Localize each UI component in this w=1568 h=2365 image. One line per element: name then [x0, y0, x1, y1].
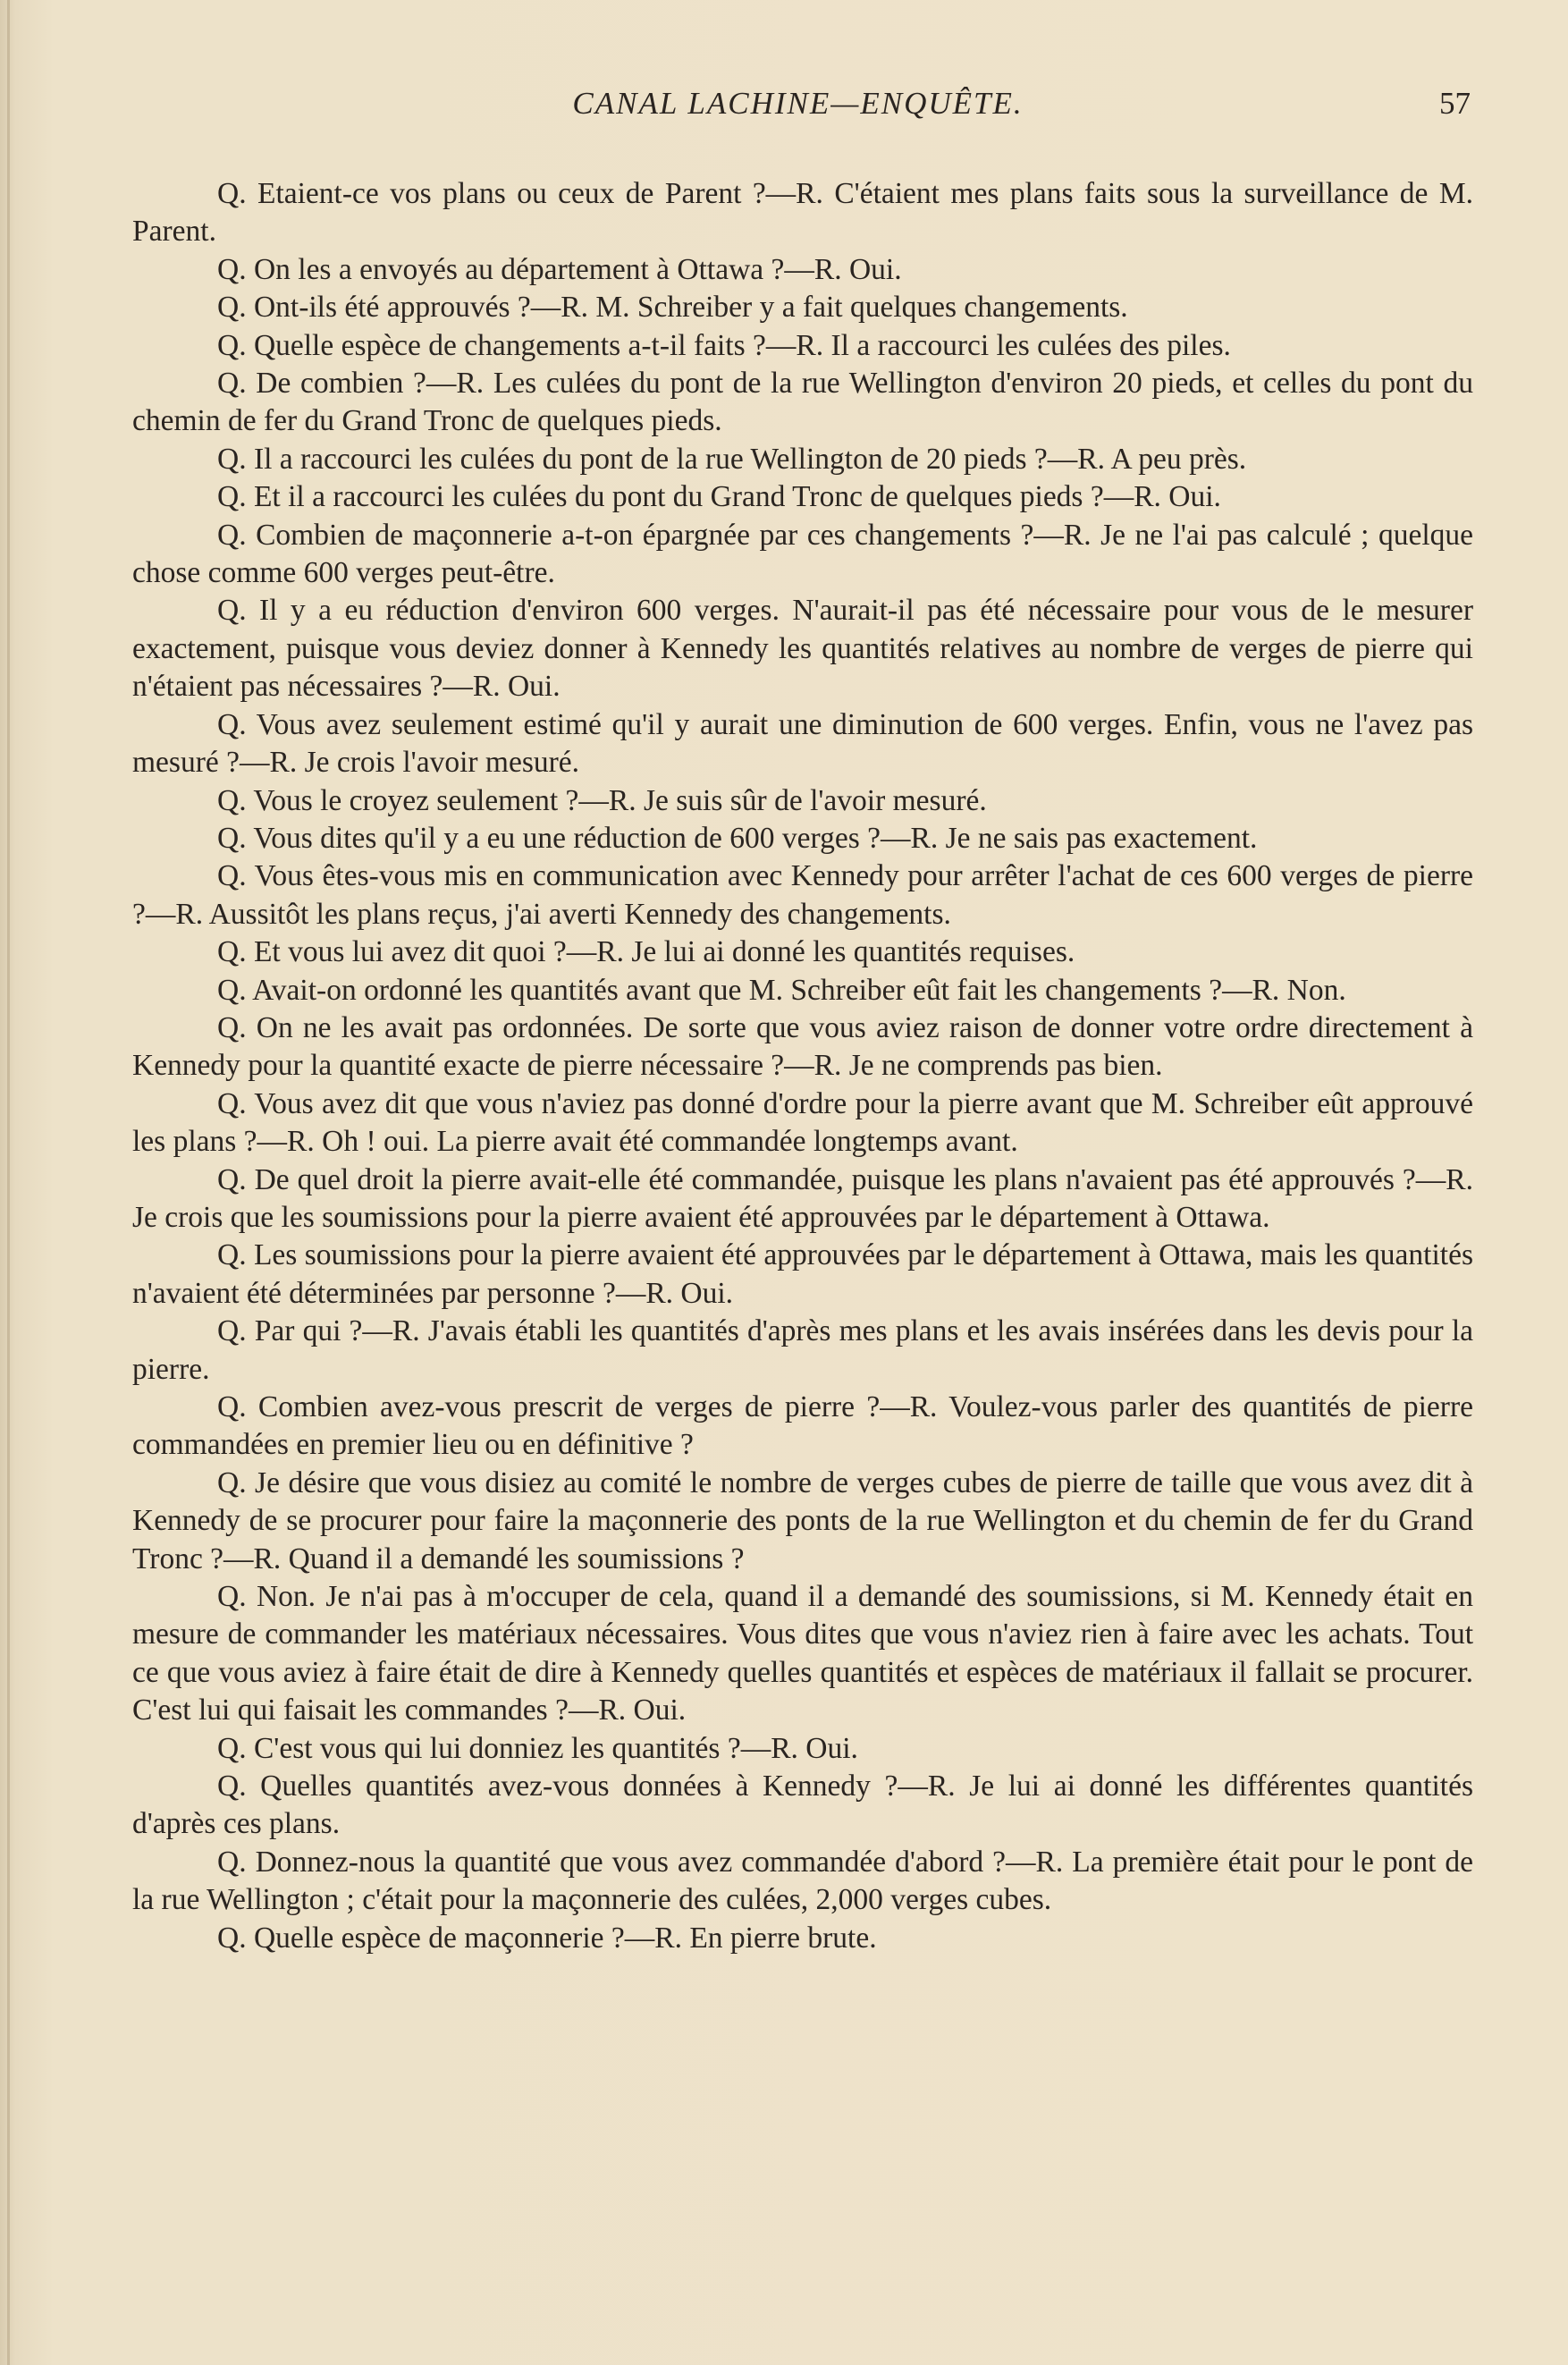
- qa-paragraph: Q. Non. Je n'ai pas à m'occuper de cela, quand il a demandé des soumissions, si M. Kennedy était en mesure de commander les matériaux nécessaires. Vous dites que vous n'aviez rien à faire avec les achats. Tout ce que vous aviez à faire était de dire à Kennedy quelles quantités et espèces de matériaux il fallait se procurer. C'est lui qui faisait les commandes ?—R. Oui.: [132, 1580, 1473, 1727]
- running-head: CANAL LACHINE—ENQUÊTE.: [572, 86, 1024, 121]
- qa-paragraph: Q. Il y a eu réduction d'environ 600 verges. N'aurait-il pas été nécessaire pour vous de le mesurer exactement, puisque vous deviez donner à Kennedy les quantités relatives au nombre de verges de pierre qui n'étaient pas nécessaires ?—R. Oui.: [132, 594, 1473, 704]
- qa-paragraph: Q. C'est vous qui lui donniez les quantités ?—R. Oui.: [217, 1731, 858, 1765]
- qa-paragraph: Q. Et il a raccourci les culées du pont du Grand Tronc de quelques pieds ?—R. Oui.: [217, 480, 1221, 514]
- qa-paragraph: Q. On les a envoyés au département à Ottawa ?—R. Oui.: [217, 252, 902, 286]
- qa-paragraph: Q. Par qui ?—R. J'avais établi les quantités d'après mes plans et les avais insérées dans les devis pour la pierre.: [132, 1314, 1473, 1386]
- qa-paragraph: Q. Vous le croyez seulement ?—R. Je suis sûr de l'avoir mesuré.: [217, 783, 987, 817]
- page-header: [125, 86, 1471, 139]
- qa-paragraph: Q. Vous êtes-vous mis en communication avec Kennedy pour arrêter l'achat de ces 600 verges de pierre ?—R. Aussitôt les plans reçus, j'ai averti Kennedy des changements.: [132, 859, 1473, 931]
- qa-paragraph: Q. Combien avez-vous prescrit de verges de pierre ?—R. Voulez-vous parler des quantités de pierre commandées en premier lieu ou en définitive ?: [132, 1390, 1473, 1462]
- qa-paragraph: Q. Ont-ils été approuvés ?—R. M. Schreiber y a fait quelques changements.: [217, 291, 1128, 325]
- qa-paragraph: Q. On ne les avait pas ordonnées. De sorte que vous aviez raison de donner votre ordre directement à Kennedy pour la quantité exacte de pierre nécessaire ?—R. Je ne comprends pas bien.: [132, 1010, 1473, 1083]
- page-number: 57: [1439, 86, 1471, 121]
- body-text: [132, 175, 1473, 1957]
- qa-paragraph: Q. Quelle espèce de maçonnerie ?—R. En pierre brute.: [217, 1921, 877, 1955]
- qa-paragraph: Q. Combien de maçonnerie a-t-on épargnée par ces changements ?—R. Je ne l'ai pas calculé ; quelque chose comme 600 verges peut-être.: [132, 518, 1473, 590]
- qa-paragraph: Q. Vous dites qu'il y a eu une réduction de 600 verges ?—R. Je ne sais pas exactement.: [217, 821, 1258, 855]
- qa-paragraph: Q. Quelle espèce de changements a-t-il faits ?—R. Il a raccourci les culées des piles.: [217, 328, 1231, 362]
- binding-edge: [7, 0, 10, 2365]
- qa-paragraph: Q. De quel droit la pierre avait-elle été commandée, puisque les plans n'avaient pas été approuvés ?—R. Je crois que les soumissions pour la pierre avaient été approuvées par le département à Ottawa.: [132, 1162, 1473, 1234]
- qa-paragraph: Q. Il a raccourci les culées du pont de la rue Wellington de 20 pieds ?—R. A peu près.: [217, 442, 1247, 476]
- qa-paragraph: Q. Quelles quantités avez-vous données à Kennedy ?—R. Je lui ai donné les différentes quantités d'après ces plans.: [132, 1770, 1473, 1841]
- qa-paragraph: Q. Vous avez seulement estimé qu'il y aurait une diminution de 600 verges. Enfin, vous ne l'avez pas mesuré ?—R. Je crois l'avoir mesuré.: [132, 707, 1473, 780]
- qa-paragraph: Q. Donnez-nous la quantité que vous avez commandée d'abord ?—R. La première était pour le pont de la rue Wellington ; c'était pour la maçonnerie des culées, 2,000 verges cubes.: [132, 1845, 1473, 1917]
- qa-paragraph: Q. Etaient-ce vos plans ou ceux de Parent ?—R. C'étaient mes plans faits sous la surveillance de M. Parent.: [132, 177, 1473, 249]
- qa-paragraph: Q. Je désire que vous disiez au comité le nombre de verges cubes de pierre de taille que vous avez dit à Kennedy de se procurer pour faire la maçonnerie des ponts de la rue Wellington et du chemin de fer du Grand Tronc ?—R. Quand il a demandé les soumissions ?: [132, 1465, 1473, 1575]
- qa-paragraph: Q. Les soumissions pour la pierre avaient été approuvées par le département à Ottawa, mais les quantités n'avaient été déterminées par personne ?—R. Oui.: [132, 1238, 1473, 1310]
- qa-paragraph: Q. Avait-on ordonné les quantités avant que M. Schreiber eût fait les changements ?—R. Non.: [217, 973, 1346, 1007]
- qa-paragraph: Q. Et vous lui avez dit quoi ?—R. Je lui ai donné les quantités requises.: [217, 935, 1075, 969]
- qa-paragraph: Q. Vous avez dit que vous n'aviez pas donné d'ordre pour la pierre avant que M. Schreiber eût approuvé les plans ?—R. Oh ! oui. La pierre avait été commandée longtemps avant.: [132, 1086, 1473, 1159]
- qa-paragraph: Q. De combien ?—R. Les culées du pont de la rue Wellington d'environ 20 pieds, et celles du pont du chemin de fer du Grand Tronc de quelques pieds.: [132, 367, 1473, 438]
